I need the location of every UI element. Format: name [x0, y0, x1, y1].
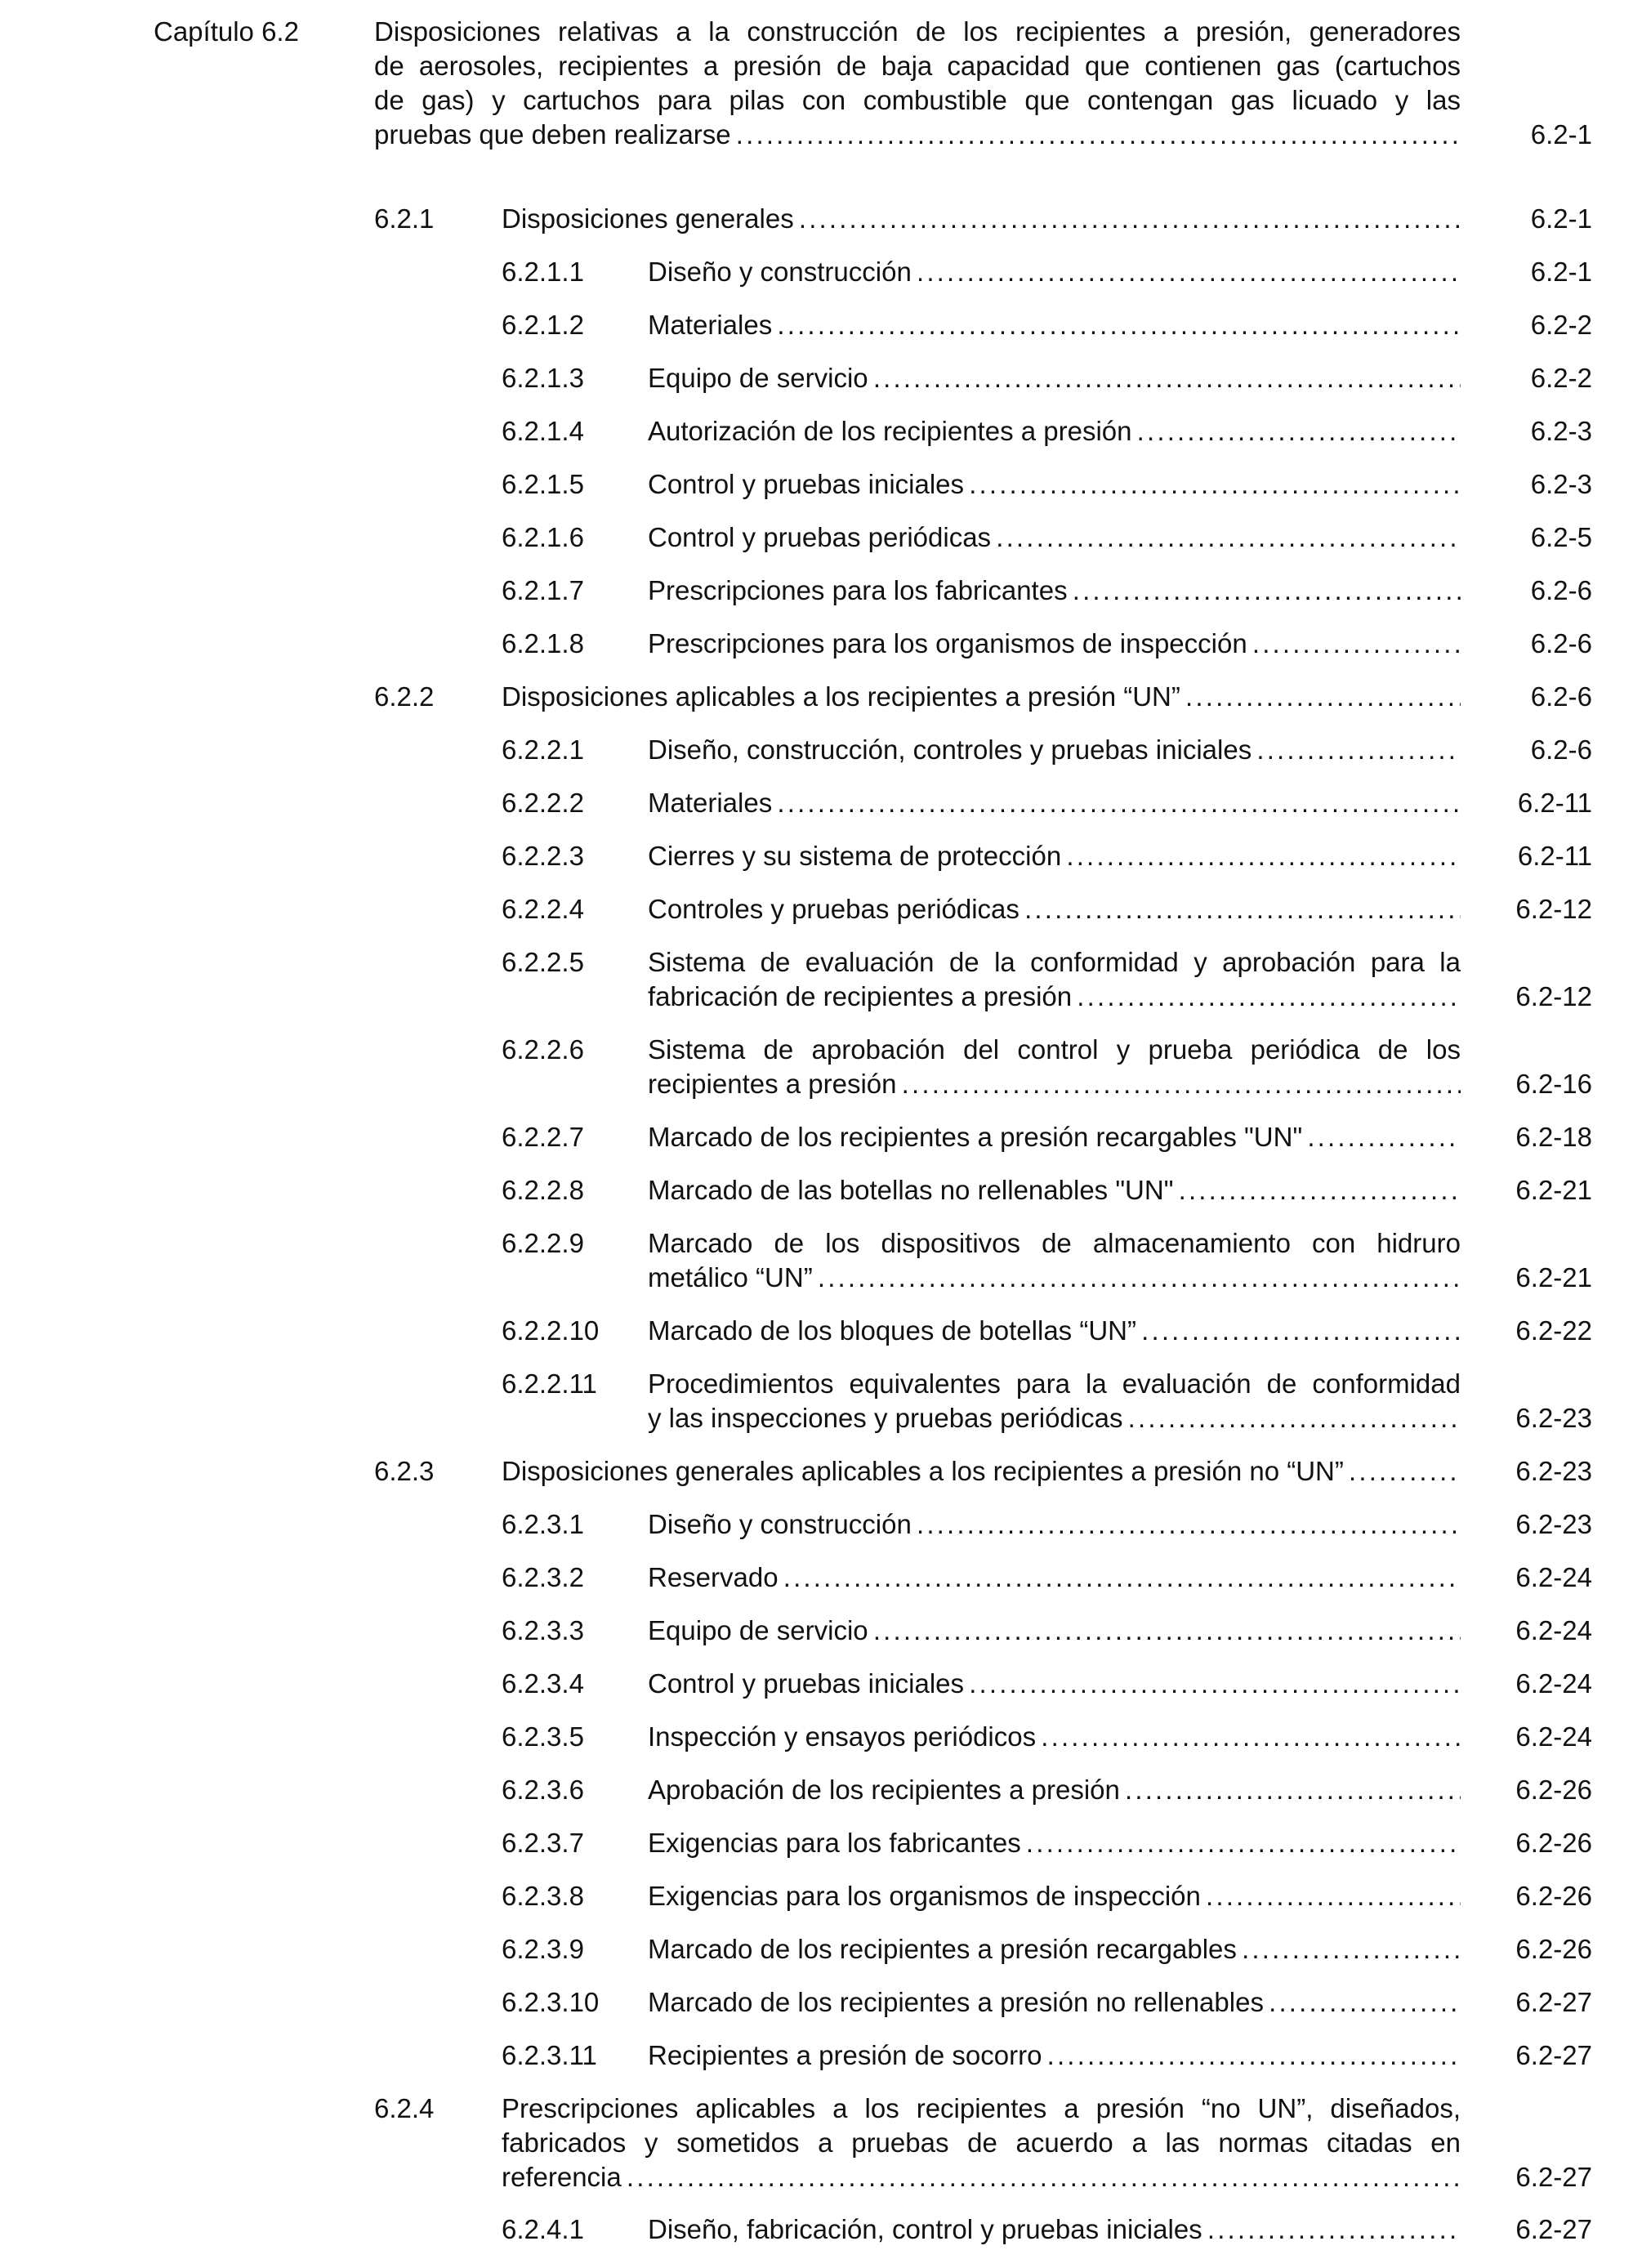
entry-number: 6.2.3.10	[502, 1987, 600, 2017]
entry-title: Cierres y su sistema de protección . . .	[648, 839, 1461, 873]
chapter-title-line: de gas) y cartuchos para pilas con combustible que contengan gas licuado y las	[374, 85, 1461, 115]
entry-title: referencia . . .	[502, 2160, 1461, 2194]
entry-number: 6.2.2.4	[502, 894, 584, 924]
page-number: 6.2-18	[1515, 1122, 1592, 1152]
page-number: 6.2-27	[1515, 2040, 1592, 2070]
page-number: 6.2-2	[1530, 363, 1592, 393]
page-number: 6.2-23	[1515, 1456, 1592, 1486]
page-number: 6.2-24	[1515, 1562, 1592, 1592]
page-number: 6.2-23	[1515, 1509, 1592, 1539]
entry-title: Marcado de los recipientes a presión recargables . . .	[648, 1932, 1461, 1967]
entry-number: 6.2.1.1	[502, 257, 584, 287]
entry-title: Marcado de los recipientes a presión recargables "UN" . . .	[648, 1120, 1461, 1154]
page-number: 6.2-26	[1515, 1934, 1592, 1964]
page-number: 6.2-12	[1515, 981, 1592, 1011]
entry-title: Equipo de servicio . . .	[648, 361, 1461, 395]
entry-title: metálico “UN” . . .	[648, 1261, 1461, 1295]
entry-title: recipientes a presión . . .	[648, 1067, 1461, 1101]
page-number: 6.2-24	[1515, 1721, 1592, 1752]
entry-number: 6.2.1.8	[502, 628, 584, 659]
entry-title: Materiales . . .	[648, 308, 1461, 342]
entry-title: Aprobación de los recipientes a presión . . .	[648, 1773, 1461, 1807]
entry-number: 6.2.2.6	[502, 1034, 584, 1065]
entry-number: 6.2.1.2	[502, 310, 584, 340]
entry-title: Prescripciones para los fabricantes . . .	[648, 574, 1461, 608]
entry-number: 6.2.3.5	[502, 1721, 584, 1752]
entry-number: 6.2.2.3	[502, 841, 584, 871]
entry-title: Exigencias para los organismos de inspección . . .	[648, 1879, 1461, 1913]
entry-title: Disposiciones generales aplicables a los recipientes a presión no “UN” . . .	[502, 1454, 1461, 1489]
entry-number: 6.2.3.2	[502, 1562, 584, 1592]
entry-number: 6.2.3.4	[502, 1668, 584, 1699]
entry-number: 6.2.4	[374, 2093, 435, 2123]
page-number: 6.2-26	[1515, 1775, 1592, 1805]
entry-title: Control y pruebas iniciales . . .	[648, 1667, 1461, 1701]
entry-title: fabricación de recipientes a presión . . .	[648, 980, 1461, 1014]
entry-title: Procedimientos equivalentes para la evaluación de conformidad	[648, 1368, 1461, 1399]
entry-number: 6.2.2.5	[502, 947, 584, 977]
entry-number: 6.2.1.3	[502, 363, 584, 393]
entry-title: Prescripciones aplicables a los recipientes a presión “no UN”, diseñados,	[502, 2093, 1461, 2123]
page-number: 6.2-3	[1530, 469, 1592, 499]
entry-title: Materiales . . .	[648, 786, 1461, 820]
entry-number: 6.2.2.7	[502, 1122, 584, 1152]
entry-title: Controles y pruebas periódicas . . .	[648, 892, 1461, 926]
page-number: 6.2-27	[1515, 2162, 1592, 2192]
entry-title: Marcado de las botellas no rellenables "UN" . . .	[648, 1173, 1461, 1208]
page-number: 6.2-6	[1530, 628, 1592, 659]
page-number: 6.2-21	[1515, 1262, 1592, 1292]
page-number: 6.2-6	[1530, 575, 1592, 605]
page-number: 6.2-23	[1515, 1403, 1592, 1433]
entry-title: Diseño y construcción . . .	[648, 1507, 1461, 1542]
page-number: 6.2-26	[1515, 1828, 1592, 1858]
entry-title: Marcado de los bloques de botellas “UN” . . .	[648, 1314, 1461, 1348]
entry-number: 6.2.3.1	[502, 1509, 584, 1539]
entry-number: 6.2.1.6	[502, 522, 584, 552]
page-number: 6.2-5	[1530, 522, 1592, 552]
entry-number: 6.2.1.7	[502, 575, 584, 605]
entry-title: Exigencias para los fabricantes . . .	[648, 1826, 1461, 1860]
entry-number: 6.2.3.11	[502, 2040, 597, 2070]
page-number: 6.2-24	[1515, 1668, 1592, 1699]
entry-title: Marcado de los dispositivos de almacenamiento con hidruro	[648, 1228, 1461, 1258]
entry-number: 6.2.3.8	[502, 1881, 584, 1911]
page-number: 6.2-27	[1515, 1987, 1592, 2017]
page-number: 6.2-6	[1530, 734, 1592, 765]
entry-number: 6.2.2.8	[502, 1175, 584, 1205]
page-number: 6.2-12	[1515, 894, 1592, 924]
entry-number: 6.2.1	[374, 203, 435, 234]
entry-title: Control y pruebas iniciales . . .	[648, 467, 1461, 502]
entry-title: Reservado . . .	[648, 1560, 1461, 1595]
entry-title: Disposiciones generales . . .	[502, 202, 1461, 236]
chapter-label: Capítulo 6.2	[154, 16, 299, 47]
entry-title: Diseño y construcción . . .	[648, 255, 1461, 289]
page-number: 6.2-16	[1515, 1069, 1592, 1099]
chapter-title	[374, 15, 1461, 152]
entry-title: Inspección y ensayos periódicos . . .	[648, 1720, 1461, 1754]
entry-number: 6.2.4.1	[502, 2214, 584, 2244]
entry-number: 6.2.2.2	[502, 788, 584, 818]
page-number: 6.2-1	[1530, 257, 1592, 287]
entry-title: Sistema de evaluación de la conformidad y aprobación para la	[648, 947, 1461, 977]
page-number: 6.2-11	[1517, 841, 1592, 871]
page-number: 6.2-11	[1517, 788, 1592, 818]
entry-title: Recipientes a presión de socorro . . .	[648, 2038, 1461, 2073]
entry-number: 6.2.2.1	[502, 734, 584, 765]
entry-number: 6.2.2.10	[502, 1315, 600, 1346]
entry-title: Disposiciones aplicables a los recipientes a presión “UN” . . .	[502, 680, 1461, 714]
entry-title: Sistema de aprobación del control y prueba periódica de los	[648, 1034, 1461, 1065]
entry-title: Diseño, construcción, controles y pruebas iniciales . . .	[648, 733, 1461, 767]
entry-title: Diseño, fabricación, control y pruebas iniciales . . .	[648, 2212, 1461, 2247]
page-number: 6.2-1	[1530, 119, 1592, 150]
entry-number: 6.2.2.11	[502, 1368, 597, 1399]
page-number: 6.2-24	[1515, 1615, 1592, 1645]
page-number: 6.2-21	[1515, 1175, 1592, 1205]
entry-title: Marcado de los recipientes a presión no rellenables . . .	[648, 1985, 1461, 2020]
page-number: 6.2-6	[1530, 681, 1592, 712]
entry-number: 6.2.3.3	[502, 1615, 584, 1645]
page-number: 6.2-2	[1530, 310, 1592, 340]
entry-title: Control y pruebas periódicas . . .	[648, 520, 1461, 555]
entry-number: 6.2.3.6	[502, 1775, 584, 1805]
entry-number: 6.2.3.7	[502, 1828, 584, 1858]
entry-number: 6.2.2	[374, 681, 435, 712]
entry-title: Prescripciones para los organismos de inspección . . .	[648, 627, 1461, 661]
entry-title: Autorización de los recipientes a presión . . .	[648, 414, 1461, 449]
chapter-title-line: pruebas que deben realizarse . . .	[374, 118, 1461, 152]
entry-title: fabricados y sometidos a pruebas de acuerdo a las normas citadas en	[502, 2127, 1461, 2158]
chapter-title-line: Disposiciones relativas a la construcción de los recipientes a presión, generadores	[374, 16, 1461, 47]
page-number: 6.2-3	[1530, 416, 1592, 446]
entry-number: 6.2.3	[374, 1456, 435, 1486]
entry-number: 6.2.3.9	[502, 1934, 584, 1964]
entry-title: y las inspecciones y pruebas periódicas . . .	[648, 1401, 1461, 1435]
chapter-title-line: de aerosoles, recipientes a presión de baja capacidad que contienen gas (cartuchos	[374, 51, 1461, 81]
entry-number: 6.2.2.9	[502, 1228, 584, 1258]
page-number: 6.2-1	[1530, 203, 1592, 234]
page-number: 6.2-26	[1515, 1881, 1592, 1911]
entry-number: 6.2.1.5	[502, 469, 584, 499]
entry-title: Equipo de servicio . . .	[648, 1614, 1461, 1648]
page-number: 6.2-27	[1515, 2214, 1592, 2244]
entry-number: 6.2.1.4	[502, 416, 584, 446]
page-number: 6.2-22	[1515, 1315, 1592, 1346]
